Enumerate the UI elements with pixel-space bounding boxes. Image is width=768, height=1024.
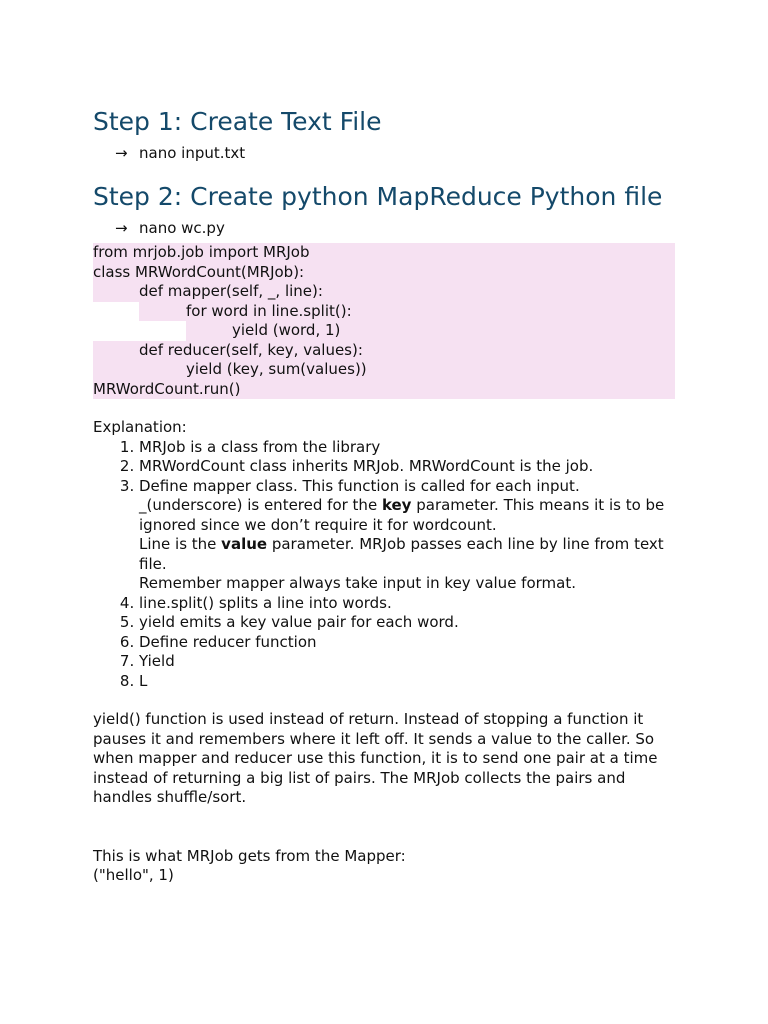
list-item-text: MRWordCount class inherits MRJob. MRWordCount is the job. — [139, 457, 594, 475]
code-line — [139, 302, 675, 322]
line-text: Line is the — [139, 535, 222, 553]
step1-command-line — [115, 144, 675, 164]
underscore-text: _(underscore) is entered for the — [139, 496, 382, 514]
explanation-section — [93, 418, 675, 691]
yield-paragraph: yield() function is used instead of return. Instead of stopping a function it pauses it and remembers where it left off. It sends a value to the caller. So when mapper and reducer use this function, it is to send one pair at a time instead of returning a big list of pairs. The MRJob collects the pairs and handles shuffle/sort. — [93, 710, 658, 806]
list-item — [139, 633, 675, 653]
list-item-text: line.split() splits a line into words. — [139, 593, 392, 612]
step2-command-line — [115, 219, 675, 239]
step1-heading: Step 1: Create Text File — [93, 107, 382, 136]
list-item — [139, 477, 675, 594]
step2-heading: Step 2: Create python MapReduce Python file — [93, 181, 663, 211]
arrow-right-icon: → — [115, 218, 128, 237]
line-text-post: parameter. MRJob passes each line by line from text file. — [139, 535, 664, 573]
list-item-text: MRJob is a class from the library — [139, 437, 381, 456]
list-item-text: Define reducer function — [139, 632, 317, 651]
list-item — [139, 613, 675, 633]
code-block — [93, 243, 675, 399]
code-line: def mapper(self, _, line): — [93, 282, 675, 302]
code-text: yield (word, 1) — [232, 321, 341, 339]
list-item — [139, 457, 675, 477]
remember-text: Remember mapper always take input in key value format. — [139, 574, 576, 592]
code-line: from mrjob.job import MRJob — [93, 243, 675, 263]
step2-command: nano wc.py — [139, 218, 225, 237]
value-word: value — [221, 535, 268, 553]
code-line: class MRWordCount(MRJob): — [93, 263, 675, 283]
explanation-list — [93, 438, 675, 692]
arrow-right-icon: → — [115, 144, 128, 162]
document-page — [93, 106, 675, 886]
mapper-output-example: ("hello", 1) — [93, 866, 174, 884]
underscore-text-post: parameter. This means it is to be ignored since we don’t require it for wordcount. — [139, 496, 665, 534]
explanation-heading: Explanation: — [93, 418, 187, 436]
list-item — [139, 438, 675, 458]
step1-command: nano input.txt — [139, 144, 246, 162]
key-word: key — [381, 496, 412, 514]
mapper-output-intro: This is what MRJob gets from the Mapper: — [93, 846, 406, 865]
code-line — [186, 321, 675, 341]
mapper-output-section — [93, 847, 675, 886]
list-item — [139, 652, 675, 672]
code-text: for word in line.split(): — [186, 301, 352, 320]
code-line: yield (key, sum(values)) — [93, 360, 675, 380]
list-item-text: Yield — [139, 652, 175, 670]
list-item — [139, 672, 675, 692]
code-line: MRWordCount.run() — [93, 380, 675, 400]
list-item-text: Define mapper class. This function is called for each input. — [139, 476, 580, 495]
list-item-text: yield emits a key value pair for each word. — [139, 613, 459, 631]
list-item — [139, 594, 675, 614]
code-line: def reducer(self, key, values): — [93, 341, 675, 361]
list-item-text: L — [139, 671, 148, 690]
